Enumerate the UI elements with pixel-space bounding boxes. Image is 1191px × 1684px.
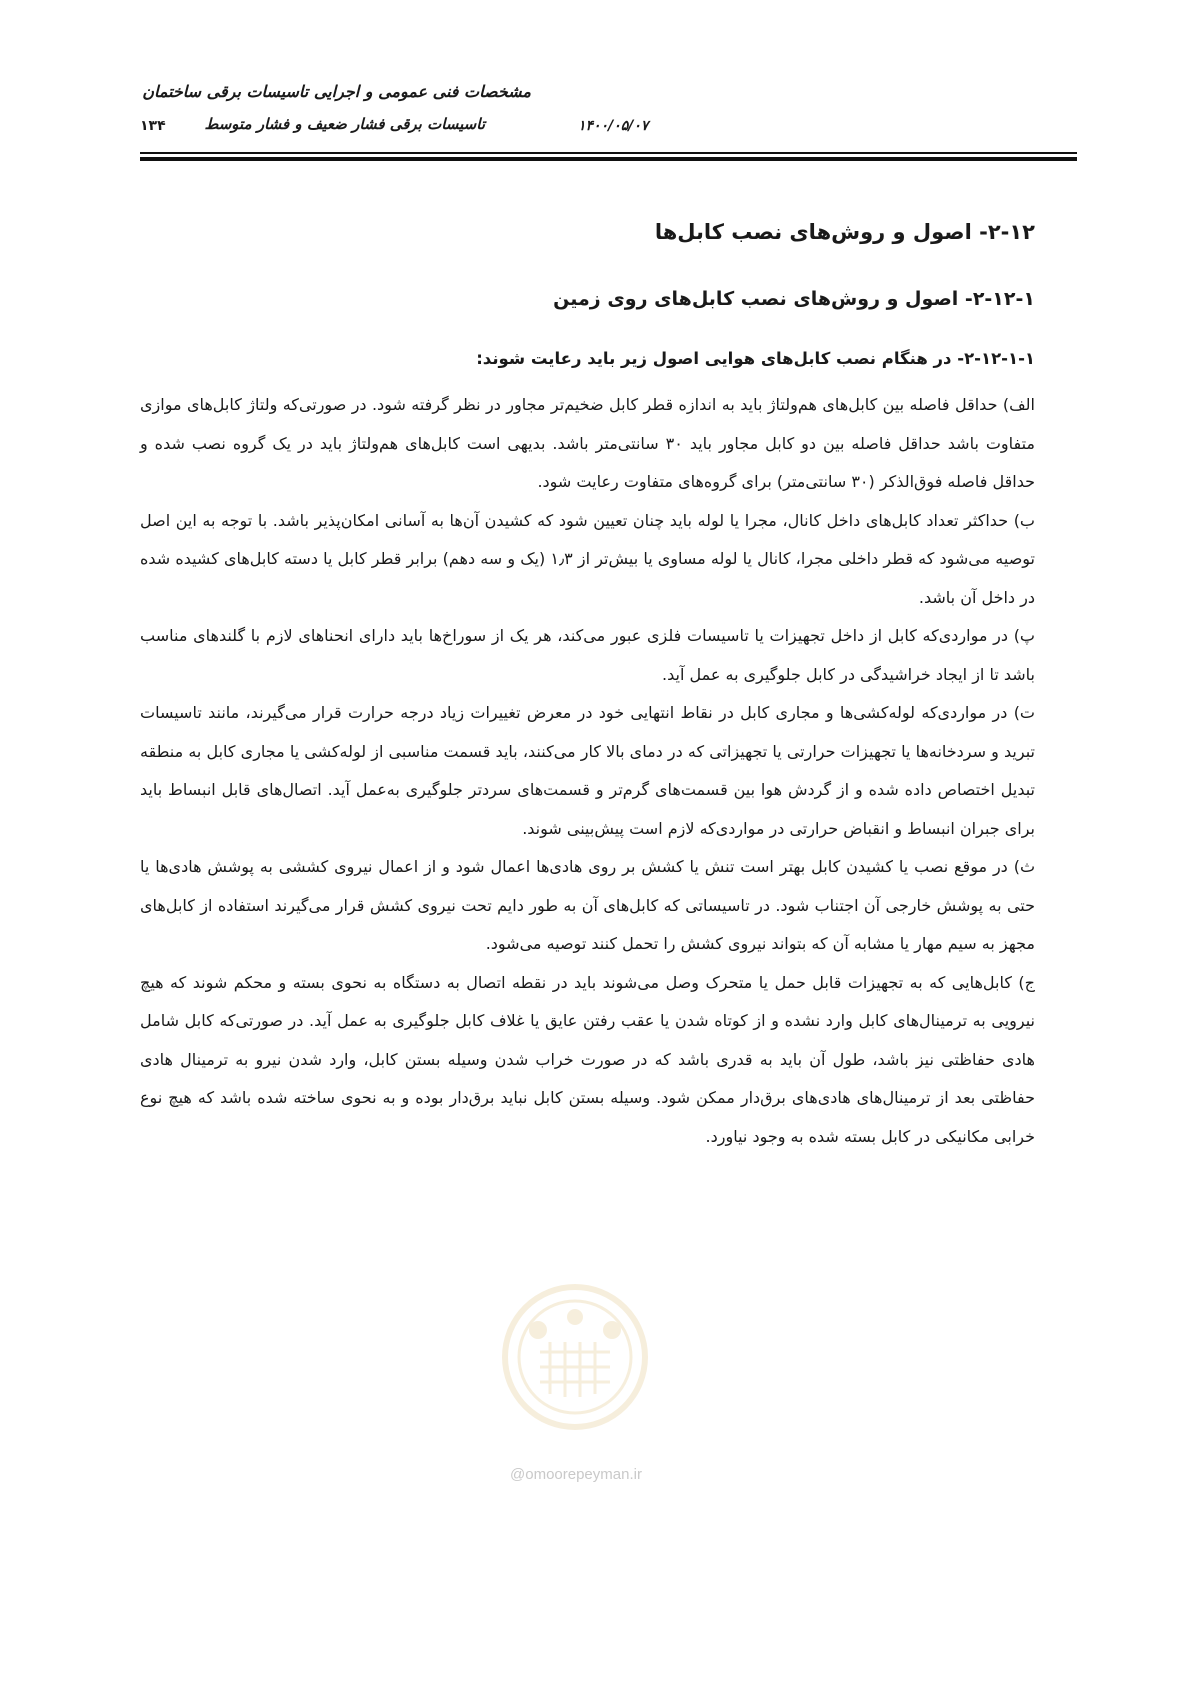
page-number: ۱۳۴ [140,118,166,134]
section-subheading: ۲-۱۲-۱- اصول و روش‌های نصب کابل‌های روی زمین [553,288,1035,310]
header-book-title: مشخصات فنی عمومی و اجرایی تاسیسات برقی ساختمان [142,82,531,101]
header-date: ۱۴۰۰/۰۵/۰۷ [578,118,649,134]
paragraph-jim: ج) کابل‌هایی که به تجهیزات قابل حمل یا متحرک وصل می‌شوند باید در نقطه اتصال به دستگاه به نحوی بسته و محکم شوند که هیچ نیرویی به ترمینال‌های کابل وارد نشده و از کوتاه شدن یا عقب رفتن عایق یا غلاف کابل جلوگیری به عمل آید. در صورتی‌که کابل شامل هادی حفاظتی نیز باشد، طول آن باید به قدری باشد که در صورت خراب شدن وسیله بستن کابل، وارد شدن نیرو به ترمینال هادی حفاظتی بعد از ترمینال‌های هادی‌های برق‌دار ممکن شود. وسیله بستن کابل نباید برق‌دار بوده و به نحوی ساخته شده باشد که هیچ نوع خرابی مکانیکی در کابل بسته شده به وجود نیاورد. [140,972,1035,1146]
header-volume-title: تاسیسات برقی فشار ضعیف و فشار متوسط [204,115,485,133]
section-heading: ۲-۱۲- اصول و روش‌های نصب کابل‌ها [654,220,1035,244]
section-subsubheading: ۲-۱۲-۱-۱- در هنگام نصب کابل‌های هوایی اصول زیر باید رعایت شوند: [476,349,1035,368]
watermark-text: @omoorepeyman.ir [510,1466,642,1483]
paragraph-se: ث) در موقع نصب یا کشیدن کابل بهتر است تنش یا کشش بر روی هادی‌ها اعمال شود و از اعمال نیروی کششی به پوشش هادی‌ها یا حتی به پوشش خارجی آن اجتناب شود. در تاسیساتی که کابل‌های آن به طور دایم تحت نیروی کشش قرار می‌گیرند استفاده از کابل‌های مجهز به سیم مهار یا مشابه آن که بتواند نیروی کشش را تحمل کنند توصیه می‌شود. [140,857,1035,953]
paragraph-alef: الف) حداقل فاصله بین کابل‌های هم‌ولتاژ باید به اندازه قطر کابل ضخیم‌تر مجاور در نظر گرفته شود. در صورتی‌که ولتاژ کابل‌های موازی متفاوت باشد حداقل فاصله بین دو کابل مجاور باید ۳۰ سانتی‌متر باشد. بدیهی است کابل‌های هم‌ولتاژ باید در یک گروه نصب شده و حداقل فاصله فوق‌الذکر (۳۰ سانتی‌متر) برای گروه‌های متفاوت رعایت شود. [140,395,1036,491]
main-content [140,210,1035,1156]
seal-logo-icon [500,1282,650,1432]
paragraph-be: ب) حداکثر تعداد کابل‌های داخل کانال، مجرا یا لوله باید چنان تعیین شود که کشیدن آن‌ها به آسانی امکان‌پذیر باشد. با توجه به این اصل توصیه می‌شود که قطر داخلی مجرا، کانال یا لوله مساوی یا بیش‌تر از ۱٫۳ (یک و سه دهم) برابر قطر کابل یا دسته کابل‌های کشیده شده در داخل آن باشد. [140,510,1036,607]
paragraph-pe: پ) در مواردی‌که کابل از داخل تجهیزات یا تاسیسات فلزی عبور می‌کند، هر یک از سوراخ‌ها باید دارای انحناهای لازم با گلندهای مناسب باشد تا از ایجاد خراشیدگی در کابل جلوگیری به عمل آید. [140,626,1035,684]
paragraph-te: ت) در مواردی‌که لوله‌کشی‌ها و مجاری کابل در نقاط انتهایی خود در معرض تغییرات زیاد درجه حرارت قرار می‌گیرند، مانند تاسیسات تبرید و سردخانه‌ها یا تجهیزات حرارتی یا تجهیزاتی که در دمای بالا کار می‌کنند، باید قسمت مناسبی از لوله‌کشی یا مجاری کابل به منطقه تبدیل اختصاص داده شده و از گردش هوا بین قسمت‌های گرم‌تر و قسمت‌های سردتر جلوگیری به‌عمل آید. اتصال‌های قابل انبساط باید برای جبران انبساط و انقباض حرارتی در مواردی‌که لازم است پیش‌بینی شوند. [140,703,1035,838]
header-divider-thick [140,157,1077,161]
header-divider-thin [140,152,1077,154]
